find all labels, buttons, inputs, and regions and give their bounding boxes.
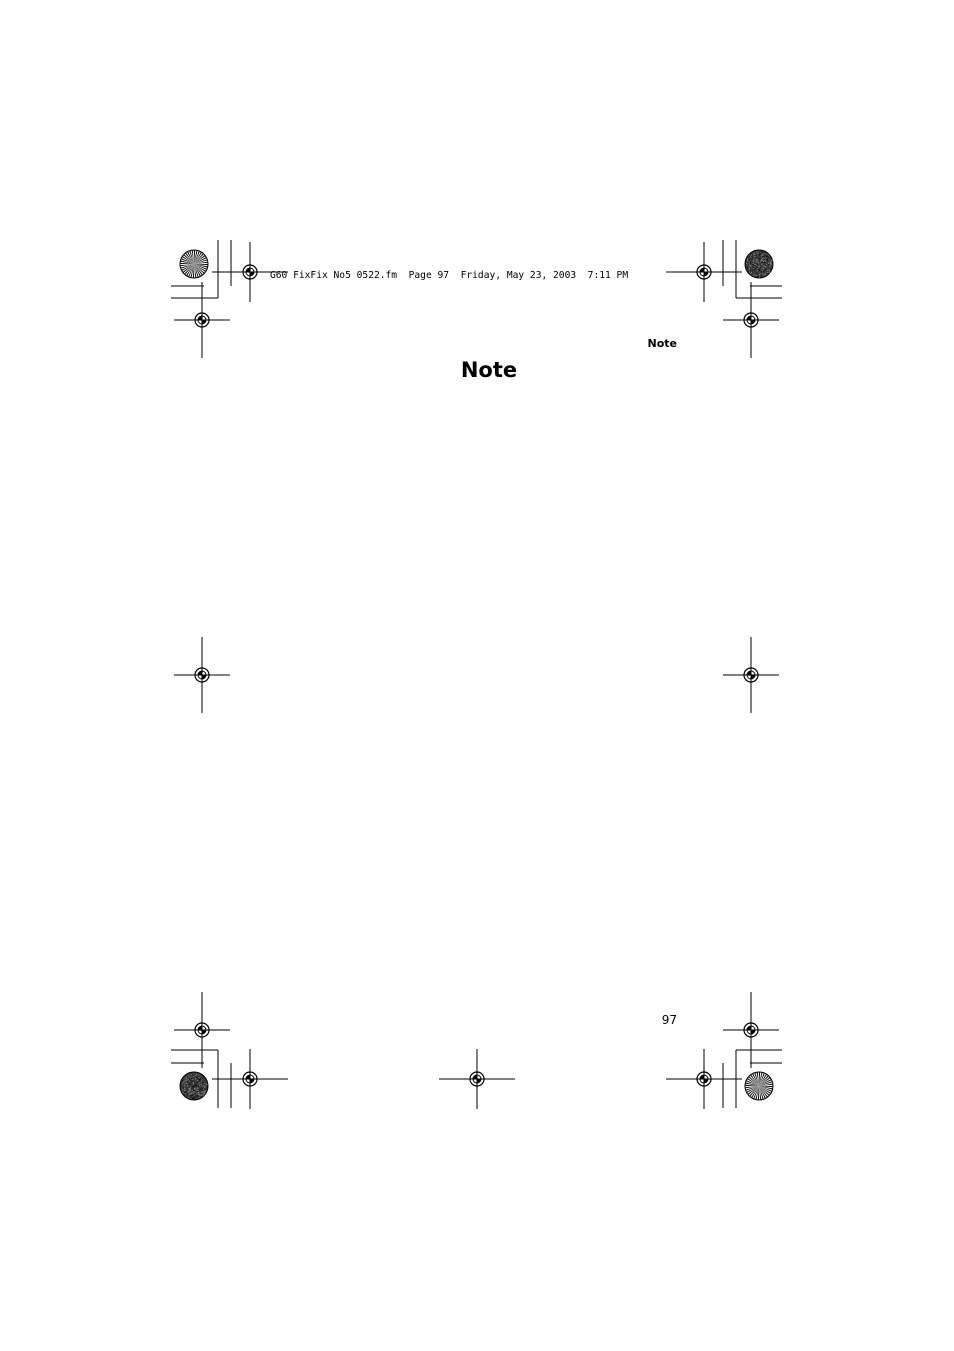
starburst-wheel [180,250,208,278]
registration-mark [723,282,779,358]
registration-mark [666,242,742,302]
registration-mark [174,992,230,1068]
registration-mark [174,282,230,358]
running-head: Note [647,337,677,350]
registration-mark [439,1049,515,1109]
dark-halftone-wheel [180,1072,208,1100]
page-number: 97 [661,1013,677,1027]
starburst-wheel [745,1072,773,1100]
registration-mark [723,992,779,1068]
dark-halftone-wheel [745,250,773,278]
registration-mark [174,637,230,713]
registration-mark [666,1049,742,1109]
chapter-title: Note [460,358,518,382]
registration-mark [212,1049,288,1109]
slug-line: G60 FixFix No5 0522.fm Page 97 Friday, May 23, 2003 7:11 PM [270,270,629,281]
registration-mark [723,637,779,713]
